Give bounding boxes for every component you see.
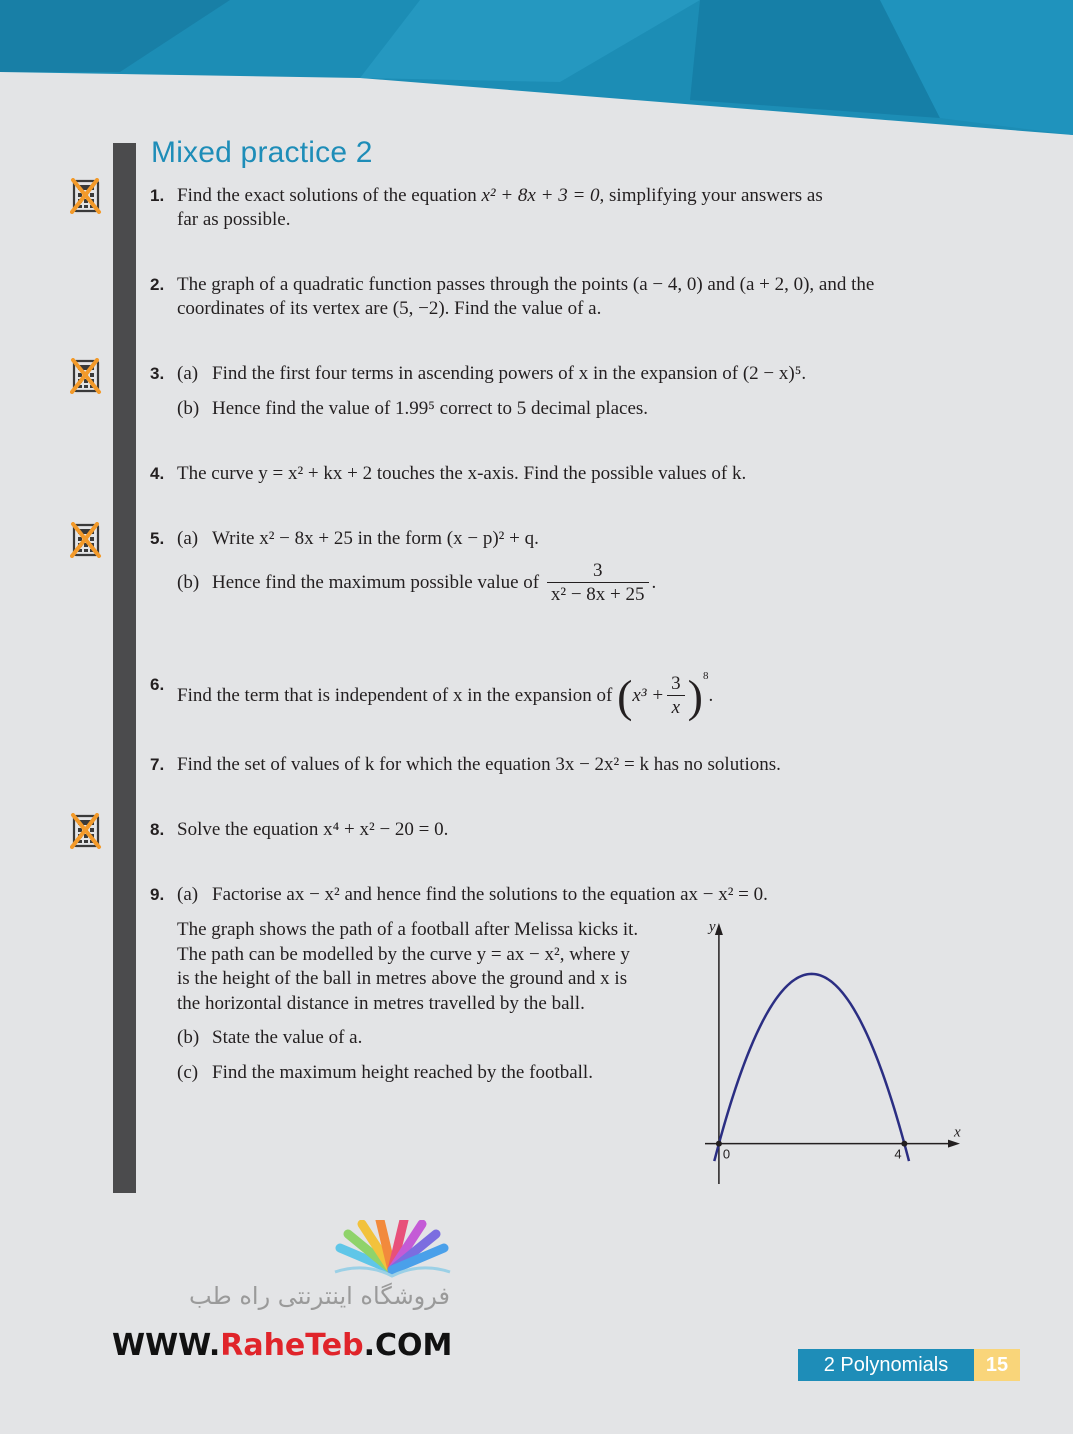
watermark-url: [112, 1328, 452, 1363]
part-label: (a): [177, 884, 199, 905]
part-text: Hence find the maximum possible value of: [212, 571, 540, 593]
question-number: 9.: [150, 885, 165, 904]
fraction-denominator: x² − 8x + 25: [547, 582, 649, 607]
root-point: [716, 1141, 722, 1147]
question-text: Find the set of values of k for which the equation 3x − 2x² = k has no solutions.: [177, 754, 781, 775]
calculator-not-allowed-icon: [70, 813, 102, 849]
question-5-part-a: [177, 527, 539, 551]
question-number: 5.: [150, 529, 165, 548]
question-number: 2.: [150, 275, 165, 294]
page-number: 15: [974, 1349, 1020, 1381]
part-text: Find the maximum height reached by the football.: [212, 1062, 593, 1083]
question-number: 6.: [150, 675, 165, 694]
question-2: [150, 273, 874, 321]
fraction: [547, 560, 649, 607]
fraction-numerator: 3: [592, 560, 603, 581]
url-prefix: WWW.: [112, 1328, 221, 1363]
question-number: 3.: [150, 364, 165, 383]
part-label: (c): [177, 1062, 199, 1083]
context-text: the horizontal distance in metres travelled by the ball.: [177, 992, 585, 1014]
question-3-part-a: [177, 362, 806, 386]
part-text: State the value of a.: [212, 1027, 363, 1048]
part-text: Hence find the value of 1.99⁵ correct to 5 decimal places.: [212, 398, 649, 419]
x-axis-arrow: [948, 1140, 960, 1148]
calculator-not-allowed-icon: [70, 178, 102, 214]
expression: x³ +: [632, 684, 665, 706]
x-tick-label: 4: [894, 1146, 902, 1162]
punctuation: .: [708, 684, 714, 706]
context-text: The path can be modelled by the curve y = ax − x², where y: [177, 943, 630, 965]
left-paren: (: [617, 670, 633, 722]
y-axis-arrow: [715, 923, 723, 935]
football-path-graph: [700, 915, 970, 1190]
punctuation: .: [651, 571, 657, 593]
question-6: [150, 669, 714, 722]
url-brand: RaheTeb: [220, 1328, 364, 1363]
part-label: (a): [177, 363, 199, 384]
part-text: Find the first four terms in ascending powers of x in the expansion of (2 − x)⁵.: [212, 363, 807, 384]
right-paren: ): [687, 670, 703, 722]
calculator-not-allowed-icon: [70, 358, 102, 394]
question-3-part-b: [177, 397, 648, 421]
question-9-part-c: [177, 1061, 593, 1085]
question-7: [150, 753, 781, 777]
part-label: (b): [177, 1027, 200, 1048]
equation: x² + 8x + 3 = 0: [481, 185, 600, 206]
header-banner: [0, 0, 1073, 140]
question-number: 8.: [150, 820, 165, 839]
book-fan-icon: [330, 1220, 455, 1280]
chapter-footer: 2 Polynomials: [798, 1349, 974, 1381]
question-text: Solve the equation x⁴ + x² − 20 = 0.: [177, 819, 449, 840]
fraction: [667, 673, 685, 720]
question-5-part-b: [177, 560, 656, 607]
question-text: The curve y = x² + kx + 2 touches the x-axis. Find the possible values of k.: [177, 463, 747, 484]
root-point: [901, 1141, 907, 1147]
section-sidebar: [113, 143, 136, 1193]
part-text: Write x² − 8x + 25 in the form (x − p)² + q.: [212, 528, 539, 549]
fraction-numerator: 3: [671, 673, 681, 694]
question-9-part-b: [177, 1026, 362, 1050]
question-number: 4.: [150, 464, 165, 483]
question-4: [150, 462, 746, 486]
context-text: The graph shows the path of a football after Melissa kicks it.: [177, 919, 639, 940]
exponent: 8: [702, 669, 709, 682]
question-text: Find the exact solutions of the equation: [177, 185, 482, 206]
calculator-not-allowed-icon: [70, 522, 102, 558]
question-text: coordinates of its vertex are (5, −2). Find the value of a.: [177, 298, 602, 319]
question-9-context: [177, 918, 638, 1016]
trajectory-curve: [714, 974, 909, 1161]
question-1: [150, 184, 823, 232]
question-8: [150, 818, 448, 842]
part-label: (b): [177, 398, 200, 419]
fraction-denominator: x: [667, 695, 685, 720]
question-text: The graph of a quadratic function passes through the points (a − 4, 0) and (a + 2, 0), and the: [177, 274, 875, 295]
question-text: Find the term that is independent of x in the expansion of: [177, 684, 613, 706]
page-title: Mixed practice 2: [151, 136, 373, 169]
part-label: (b): [177, 571, 200, 593]
part-label: (a): [177, 528, 199, 549]
question-text: , simplifying your answers as: [599, 185, 823, 206]
watermark-logo: [100, 1220, 460, 1370]
watermark-persian-text: فروشگاه اینترنتی راه طب: [189, 1282, 450, 1310]
y-axis-label: y: [708, 919, 716, 935]
question-number: 7.: [150, 755, 165, 774]
question-9-part-a: [177, 883, 768, 907]
part-text: Factorise ax − x² and hence find the solutions to the equation ax − x² = 0.: [212, 884, 768, 905]
context-text: is the height of the ball in metres above the ground and x is: [177, 968, 628, 989]
x-axis-label: x: [954, 1124, 961, 1141]
url-suffix: .COM: [363, 1328, 453, 1363]
question-text: far as possible.: [177, 209, 291, 230]
question-number: 1.: [150, 186, 165, 205]
x-tick-label: 0: [722, 1146, 731, 1162]
